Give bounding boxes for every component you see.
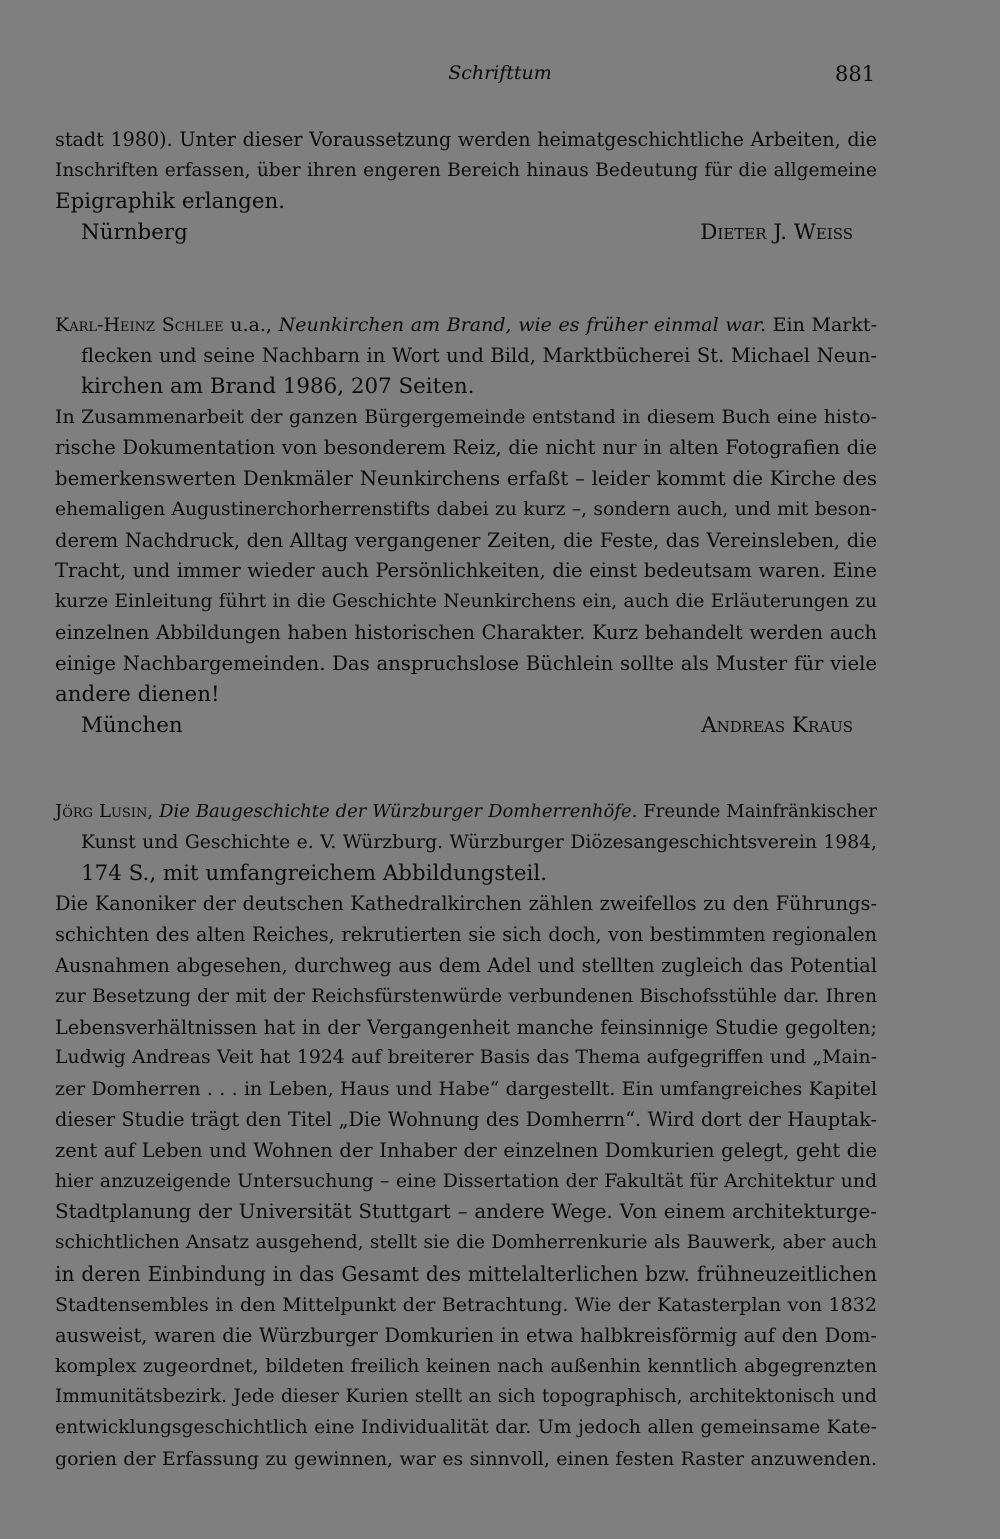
text-line: Tracht, und immer wieder auch Persönlichkeiten, die einst bedeutsam waren. Eine [55,559,877,583]
book-title: Neunkirchen am Brand, wie es früher einmal war. [278,314,767,336]
text-line: komplex zugeordnet, bildeten freilich keinen nach außenhin kenntlich abgegrenzten [55,1355,877,1378]
citation-line: 174 S., mit umfangreichem Abbildungsteil. [81,860,548,886]
text-line: Epigraphik erlangen. [55,188,286,214]
text-line: kurze Einleitung führt in die Geschichte Neunkirchens ein, auch die Erläuterungen zu [55,591,877,613]
citation-line: Karl-Heinz Schlee u.a., Neunkirchen am Brand, wie es früher einmal war. Ein Markt- [55,314,877,336]
text-line: schichten des alten Reiches, rekrutierten sie sich doch, von bestimmten regionalen [55,923,877,947]
text-line: zur Besetzung der mit der Reichsfürstenwürde verbundenen Bischofsstühle dar. Ihren [55,985,877,1007]
text-line: zer Domherren . . . in Leben, Haus und Habe“ dargestellt. Ein umfangreiches Kapitel [55,1078,877,1101]
text-line: Immunitätsbezirk. Jede dieser Kurien stellt an sich topographisch, architektonisch und [55,1386,877,1408]
running-head: Schrifttum [448,62,552,84]
text-line: Die Kanoniker der deutschen Kathedralkirchen zählen zweifellos zu den Führungs- [55,892,877,916]
text-line: Inschriften erfassen, über ihren engeren Bereich hinaus Bedeutung für die allgemeine [55,159,877,181]
text-line: entwicklungsgeschichtlich eine Individualität dar. Um jedoch allen gemeinsame Kate- [55,1416,877,1438]
citation-line: Jörg Lusin, Die Baugeschichte der Würzburger Domherrenhöfe. Freunde Mainfränkischer [55,801,877,822]
book-title: Die Baugeschichte der Würzburger Domherrenhöfe. [159,801,638,822]
review-place: Nürnberg [81,220,188,246]
book-author: Karl-Heinz Schlee [55,314,224,336]
text-line: ausweist, waren die Würzburger Domkurien in etwa halbkreisförmig auf den Dom- [55,1323,877,1347]
review-wuerzburg [55,797,877,1475]
text-line: rische Dokumentation von besonderem Reiz, die nicht nur in alten Fotografien die [55,436,877,460]
text-line: gorien der Erfassung zu gewinnen, war es sinnvoll, einen festen Raster anzuwenden. [55,1447,877,1470]
text-line: in deren Einbindung in das Gesamt des mittelalterlichen bzw. frühneuzeitlichen [55,1261,877,1286]
text-line: ehemaligen Augustinerchorherrenstifts dabei zu kurz –, sondern auch, und mit beson- [55,498,877,520]
text-line: In Zusammenarbeit der ganzen Bürgergemeinde entstand in diesem Buch eine histo- [55,406,877,429]
book-author: Jörg Lusin [55,801,148,822]
text-line: dieser Studie trägt den Titel „Die Wohnung des Domherrn“. Wird dort der Hauptak- [55,1107,877,1131]
text-line: stadt 1980). Unter dieser Voraussetzung werden heimatgeschichtliche Arbeiten, die [55,128,877,151]
text-line: hier anzuzeigende Untersuchung – eine Dissertation der Fakultät für Architektur und [55,1170,877,1192]
signature-line [55,711,877,742]
text-line: Stadtensembles in den Mittelpunkt der Betrachtung. Wie der Katasterplan von 1832 [55,1293,877,1316]
text-line: einige Nachbargemeinden. Das anspruchslose Büchlein sollte als Muster für viele [55,651,877,675]
text-line: schichtlichen Ansatz ausgehend, stellt sie die Domherrenkurie als Bauwerk, aber auch [55,1232,877,1254]
citation-line: flecken und seine Nachbarn in Wort und Bild, Marktbücherei St. Michael Neun- [81,343,877,367]
citation-line: Kunst und Geschichte e. V. Würzburg. Würzburger Diözesangeschichtsverein 1984, [81,831,877,853]
text-line: zent auf Leben und Wohnen der Inhaber der einzelnen Domkurien gelegt, geht die [55,1138,877,1162]
text-line: Ludwig Andreas Veit hat 1924 auf breiterer Basis das Thema aufgegriffen und „Main- [55,1047,877,1069]
reviewer-name: Andreas Kraus [701,713,853,739]
page-number: 881 [835,62,876,86]
text-line: andere dienen! [55,681,220,707]
citation-line: kirchen am Brand 1986, 207 Seiten. [81,373,475,399]
review-neunkirchen [55,310,877,742]
text-line: derem Nachdruck, den Alltag vergangener Zeiten, die Feste, das Vereinsleben, die [55,528,877,552]
text-line: Lebensverhältnissen hat in der Vergangenheit manche feinsinnige Studie gegolten; [55,1015,877,1039]
text-line: Ausnahmen abgesehen, durchweg aus dem Adel und stellten zugleich das Potential [55,953,877,977]
text-line: bemerkenswerten Denkmäler Neunkirchens erfaßt – leider kommt die Kirche des [55,466,877,490]
reviewer-name: Dieter J. Weiss [700,220,853,246]
review-continuation [55,125,877,249]
text-line: einzelnen Abbildungen haben historischen Charakter. Kurz behandelt werden auch [55,620,877,644]
signature-line [55,218,877,249]
review-place: München [81,713,183,739]
text-line: Stadtplanung der Universität Stuttgart – andere Wege. Von einem architekturge- [55,1200,877,1224]
